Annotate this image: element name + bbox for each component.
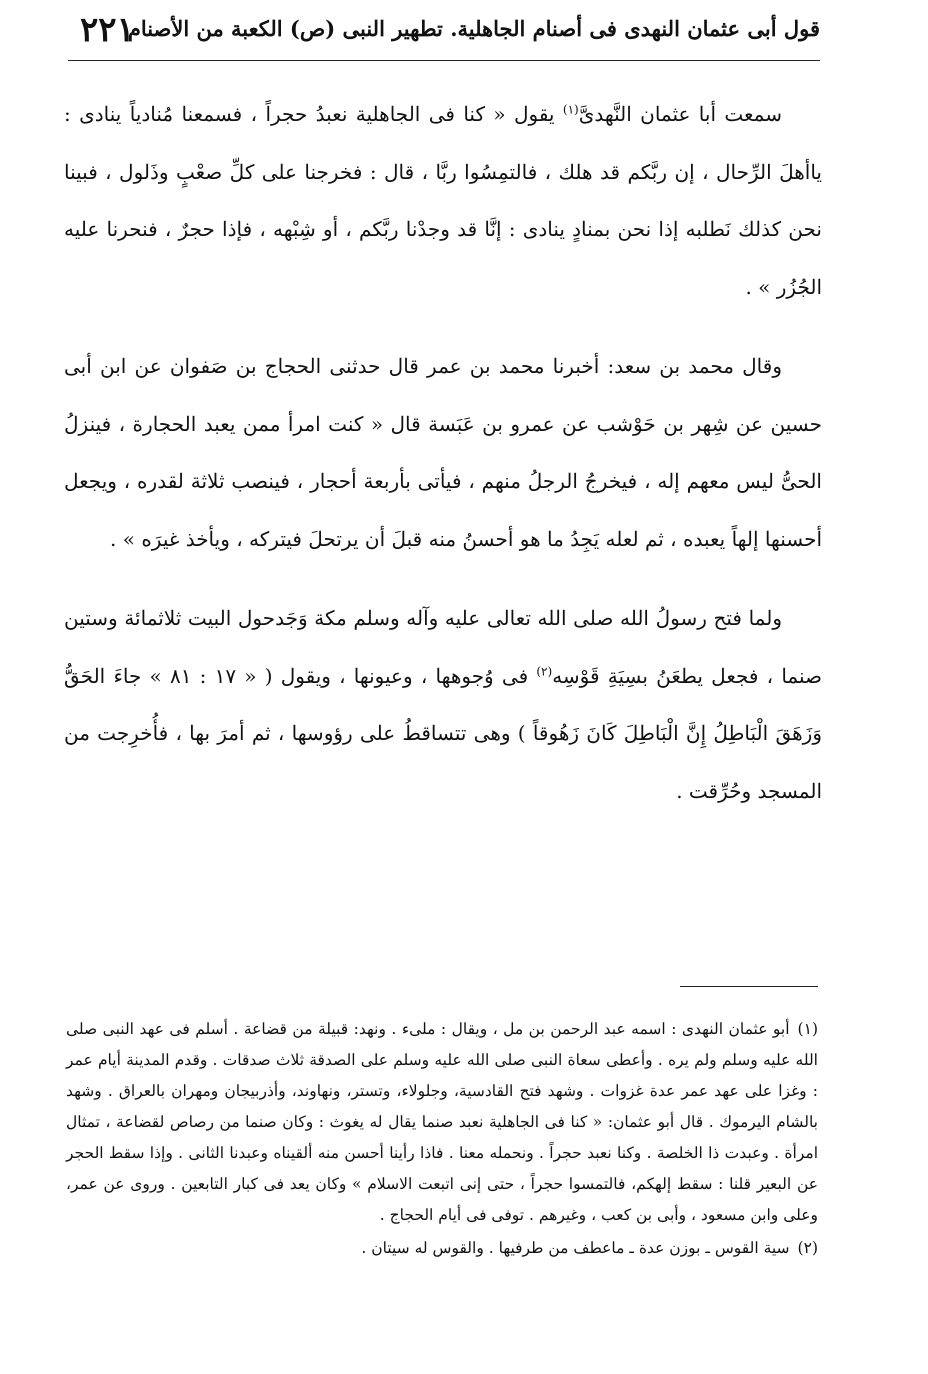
paragraph-1-text-end: يقول « كنا فى الجاهلية نعبدُ حجراً ، فسمعنا مُنادياً ينادى : ياأهلَ الرِّحال ، إن ربَّكم قد هلك ، فالتمِسُوا ربَّا ، قال : فخرجنا على كلِّ صعْبٍ وذَلول ، فبينا نحن كذلك نَطلبه إذا نحن بمنادٍ ينادى : إنَّا قد وجدْنا ربَّكم ، أو شِبْهه ، فإذا حجرٌ ، فنحرنا عليه الجُزُر » . <box>64 102 822 299</box>
paragraph-1 <box>64 86 822 316</box>
footnote-2-text: سية القوس ـ بوزن عدة ـ ماعطف من طرفيها . والقوس له سيتان . <box>361 1239 790 1257</box>
paragraph-1-text-start: سمعت أبا عثمان النَّهدىَّ <box>578 102 782 126</box>
footnote-ref-1: (١) <box>562 102 579 117</box>
footnote-2 <box>66 1233 818 1264</box>
main-text <box>64 86 822 842</box>
running-header <box>68 10 820 54</box>
paragraph-3 <box>64 590 822 820</box>
paragraph-3-text-start: ولما فتح رسولُ الله صلى الله تعالى عليه وآله وسلم مكة وَجَدحول البيت ثلاثمائة وستين صنما ، فجعل يطعَنُ بسِيَةِ قَوْسِه <box>64 606 822 688</box>
footnotes <box>66 1014 818 1266</box>
header-title: قول أبى عثمان النهدى فى أصنام الجاهلية. تطهير النبى (ص) الكعبة من الأصنام <box>127 16 820 41</box>
footnote-1-text: أبو عثمان النهدى : اسمه عبد الرحمن بن مل ، ويقال : ملىء . ونهد: قبيلة من قضاعة . أسلم فى عهد النبى صلى الله عليه وسلم ولم يره . وأعطى سعاة النبى صلى الله عليه وسلم على الصدقة ثلاث صدقات . وقدم المدينة أيام عمر : وغزا على عهد عمر عدة غزوات . وشهد فتح القادسية، وجلولاء، وتستر، ونهاوند، وأذربيجان ومهران بالعراق . وشهد بالشام اليرموك . قال أبو عثمان: « كنا فى الجاهلية نعبد صنما يقال له يغوث : وكان صنما من رصاص لقضاعة ، تمثال امرأة . وعبدت ذا الخلصة . وكنا نعبد حجراً . ونحمله معنا . فاذا رأينا أحسن منه ألقيناه وعبدنا الثانى . وإذا سقط الحجر عن البعير قلنا : سقط إلهكم، فالتمسوا حجراً ، حتى إنى اتبعت الاسلام » وكان يعد فى كبار التابعين . وروى عن عمر، وعلى وابن مسعود ، وأبى بن كعب ، وغيرهم . توفى فى أيام الحجاج . <box>66 1020 818 1224</box>
header-rule <box>68 60 820 61</box>
footnote-2-mark: (٢) <box>797 1239 818 1257</box>
footnote-separator <box>680 986 818 987</box>
footnote-1-mark: (١) <box>797 1020 818 1038</box>
paragraph-3-text-end: فى وُجوهها ، وعيونها ، ويقول ( « ١٧ : ٨١ » جاءَ الحَقُّ وَزَهَقَ الْبَاطِلُ إِنَّ الْبَاطِلَ كَانَ زَهُوقاً ) وهى تتساقطُ على رؤوسها ، ثم أمرَ بها ، فأُخرِجت من المسجد وحُرِّقت . <box>64 663 822 803</box>
footnote-1 <box>66 1014 818 1231</box>
page-number: ٢٢١ <box>80 10 135 50</box>
paragraph-2: وقال محمد بن سعد: أخبرنا محمد بن عمر قال حدثنى الحجاج بن صَفوان عن ابن أبى حسين عن شِهر بن حَوْشب عن عمرو بن عَبَسة قال « كنت امرأ ممن يعبد الحجارة ، فينزلُ الحىُّ ليس معهم إله ، فيخرجُ الرجلُ منهم ، فيأتى بأربعة أحجار ، فينصب ثلاثة لقدره ، ويجعل أحسنها إلهاً يعبده ، ثم لعله يَجِدُ ما هو أحسنُ منه قبلَ أن يرتحلَ فيتركه ، ويأخذ غيرَه » . <box>64 354 822 551</box>
footnote-ref-2: (٢) <box>536 663 553 678</box>
